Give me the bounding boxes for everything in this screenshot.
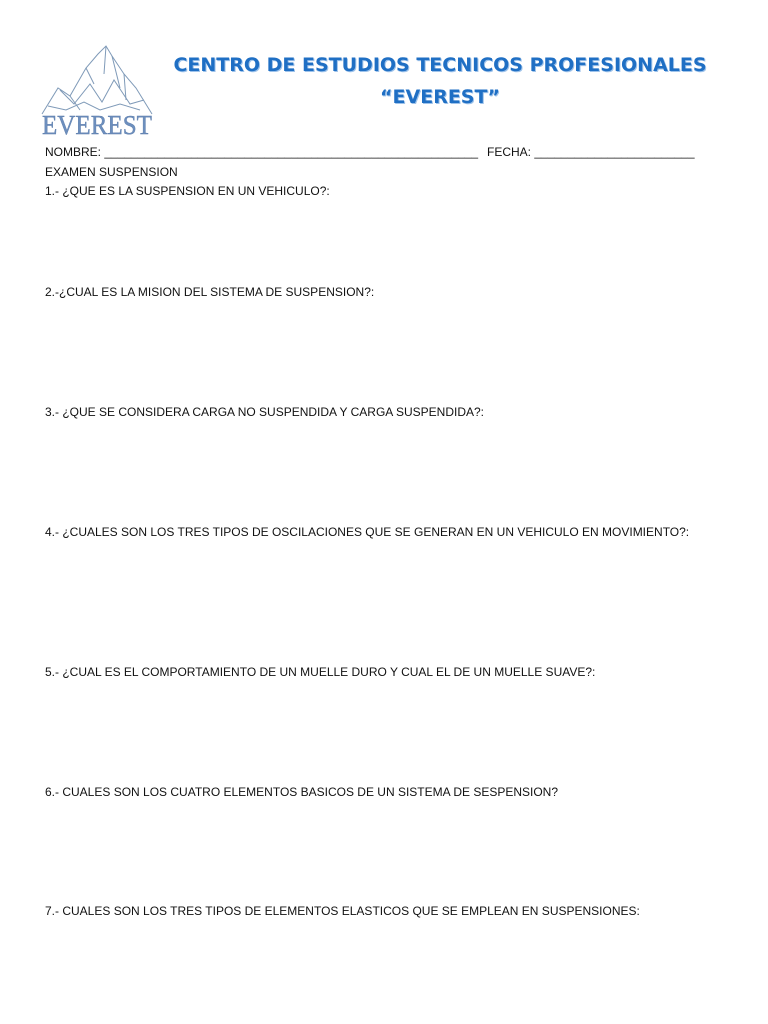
name-blank: ________________________________________________________ xyxy=(104,145,479,159)
date-row xyxy=(487,145,695,159)
date-label: FECHA: xyxy=(487,145,532,159)
question-4: 4.- ¿CUALES SON LOS TRES TIPOS DE OSCILACIONES QUE SE GENERAN EN UN VEHICULO EN MOVIMIENTO?: xyxy=(45,525,690,539)
date-blank: ________________________ xyxy=(534,145,695,159)
question-3: 3.- ¿QUE SE CONSIDERA CARGA NO SUSPENDIDA Y CARGA SUSPENDIDA?: xyxy=(45,405,485,419)
question-6: 6.- CUALES SON LOS CUATRO ELEMENTOS BASICOS DE UN SISTEMA DE SESPENSION? xyxy=(45,785,559,799)
question-1: 1.- ¿QUE ES LA SUSPENSION EN UN VEHICULO?: xyxy=(45,184,330,198)
name-label: NOMBRE: xyxy=(45,145,102,159)
everest-logo xyxy=(40,44,154,138)
school-name: “EVEREST” xyxy=(380,86,500,108)
school-title: CENTRO DE ESTUDIOS TECNICOS PROFESIONALES xyxy=(173,54,707,76)
mountain-icon xyxy=(42,46,152,114)
exam-title: EXAMEN SUSPENSION xyxy=(45,165,178,179)
logo-text: EVEREST xyxy=(42,110,153,138)
question-5: 5.- ¿CUAL ES EL COMPORTAMIENTO DE UN MUELLE DURO Y CUAL EL DE UN MUELLE SUAVE?: xyxy=(45,665,596,679)
question-2: 2.-¿CUAL ES LA MISION DEL SISTEMA DE SUSPENSION?: xyxy=(45,285,375,299)
question-7: 7.- CUALES SON LOS TRES TIPOS DE ELEMENTOS ELASTICOS QUE SE EMPLEAN EN SUSPENSIONES: xyxy=(45,904,640,918)
name-row xyxy=(45,145,478,159)
